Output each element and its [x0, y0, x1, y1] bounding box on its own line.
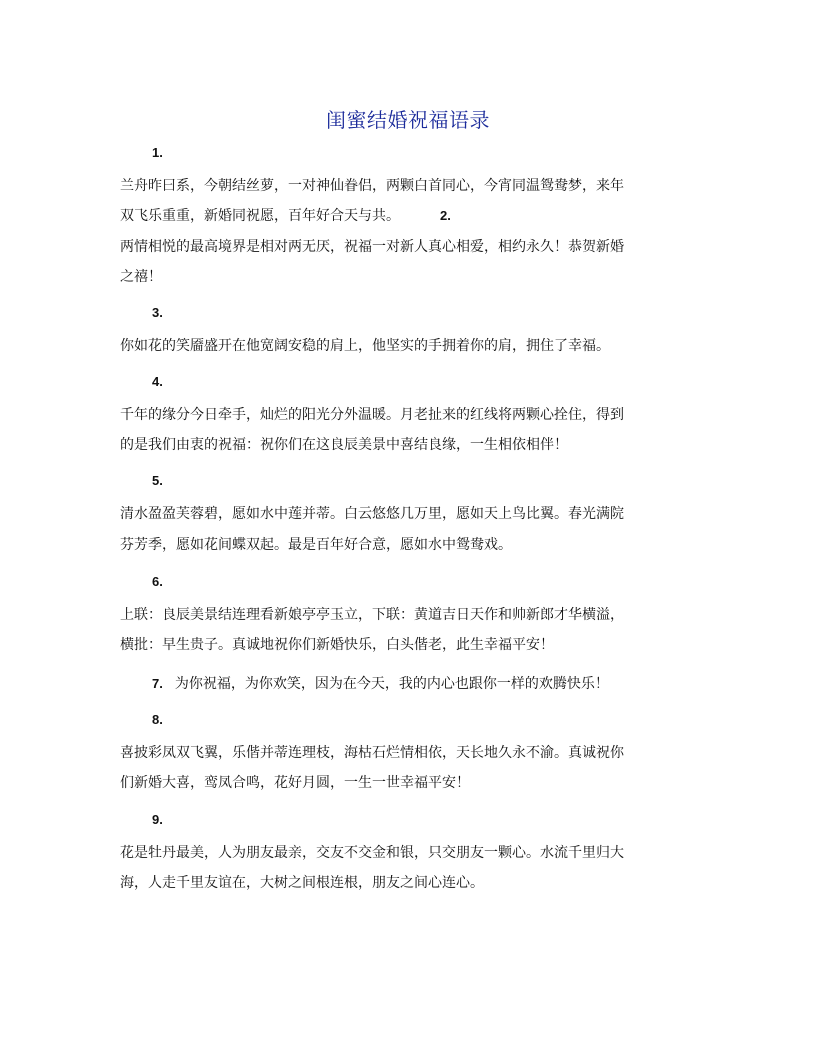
paragraph-line: 们新婚大喜，鸾凤合鸣，花好月圆，一生一世幸福平安！ [120, 775, 470, 791]
item-number: 7. [152, 676, 163, 691]
paragraph-line: 芬芳季，愿如花间蝶双起。最是百年好合意，愿如水中鸳鸯戏。 [120, 537, 512, 553]
paragraph-line: 千年的缘分今日牵手，灿烂的阳光分外温暖。月老扯来的红线将两颗心拴住，得到 [120, 407, 624, 423]
paragraph-line: 的是我们由衷的祝福：祝你们在这良辰美景中喜结良缘，一生相依相伴！ [120, 437, 568, 453]
item-number: 1. [152, 145, 163, 160]
item-number: 4. [152, 374, 163, 389]
paragraph-line: 喜披彩凤双飞翼，乐偕并蒂连理枝，海枯石烂情相依，天长地久永不渝。真诚祝你 [120, 745, 624, 761]
paragraph-line: 双飞乐重重，新婚同祝愿，百年好合天与共。 2. [120, 208, 451, 224]
paragraph-line: 之禧！ [120, 269, 162, 285]
item-number: 6. [152, 574, 163, 589]
document-title: 闺蜜结婚祝福语录 [326, 108, 490, 132]
paragraph-line: 清水盈盈芙蓉碧，愿如水中莲并蒂。白云悠悠几万里，愿如天上鸟比翼。春光满院 [120, 506, 624, 522]
item-number: 3. [152, 305, 163, 320]
paragraph-line: 7. 为你祝福，为你欢笑，因为在今天，我的内心也跟你一样的欢腾快乐！ [152, 676, 609, 692]
paragraph-line: 横批：早生贵子。真诚地祝你们新婚快乐，白头偕老，此生幸福平安！ [120, 637, 554, 653]
paragraph-line: 花是牡丹最美，人为朋友最亲，交友不交金和银，只交朋友一颗心。水流千里归大 [120, 845, 624, 861]
paragraph-line: 你如花的笑靥盛开在他宽阔安稳的肩上，他坚实的手拥着你的肩，拥住了幸福。 [120, 338, 610, 354]
item-number: 5. [152, 473, 163, 488]
paragraph-line: 两情相悦的最高境界是相对两无厌，祝福一对新人真心相爱，相约永久！恭贺新婚 [120, 239, 624, 255]
paragraph-line: 海，人走千里友谊在，大树之间根连根，朋友之间心连心。 [120, 875, 484, 891]
item-number: 2. [440, 208, 451, 223]
item-number: 8. [152, 712, 163, 727]
item-number: 9. [152, 812, 163, 827]
paragraph-line: 兰舟昨曰系，今朝结丝萝，一对神仙眷侣，两颗白首同心，今宵同温鸳鸯梦，来年 [120, 178, 624, 194]
paragraph-line: 上联：良辰美景结连理看新娘亭亭玉立，下联：黄道吉日天作和帅新郎才华横溢， [120, 607, 624, 623]
